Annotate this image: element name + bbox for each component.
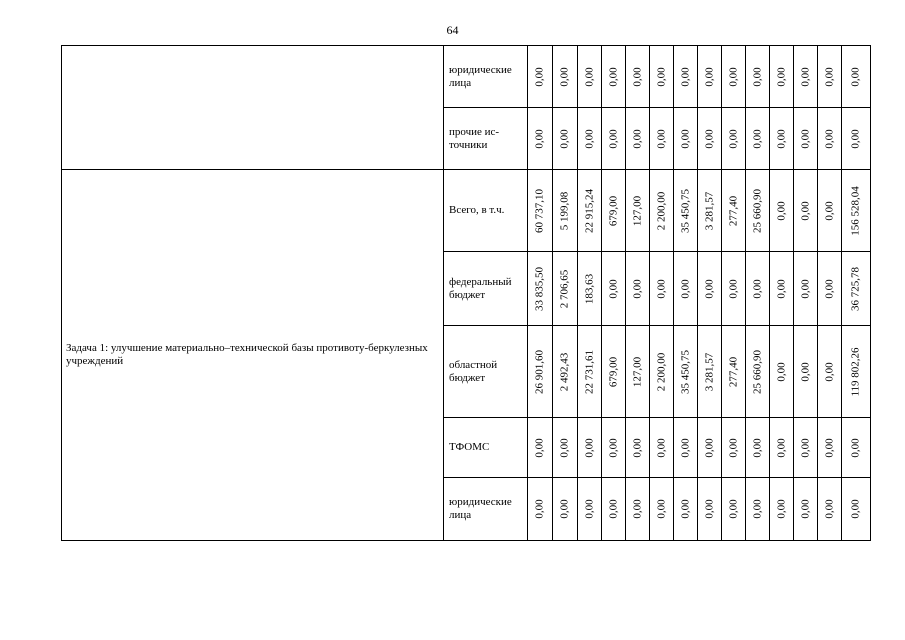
value-cell bbox=[770, 46, 794, 108]
value-text: 60 737,10 bbox=[533, 188, 546, 233]
value-text: 127,00 bbox=[631, 356, 643, 387]
value-text: 0,00 bbox=[751, 128, 763, 149]
value-text: 0,00 bbox=[679, 437, 691, 458]
value-cell bbox=[722, 252, 746, 326]
value-text: 0,00 bbox=[799, 200, 811, 221]
value-cell bbox=[578, 252, 602, 326]
value-cell bbox=[842, 170, 871, 252]
value-text: 0,00 bbox=[655, 499, 667, 519]
value-cell bbox=[674, 170, 698, 252]
value-cell bbox=[818, 252, 842, 326]
value-cell bbox=[746, 326, 770, 418]
value-text: 0,00 bbox=[607, 128, 619, 149]
value-cell bbox=[746, 252, 770, 326]
value-text: 127,00 bbox=[631, 195, 643, 226]
value-cell bbox=[553, 170, 578, 252]
value-text: 33 835,50 bbox=[533, 266, 546, 311]
value-cell bbox=[602, 418, 626, 478]
value-text: 0,00 bbox=[631, 437, 643, 458]
value-cell bbox=[818, 326, 842, 418]
value-text: 0,00 bbox=[655, 278, 667, 299]
page-number: 64 bbox=[446, 23, 459, 37]
value-text: 0,00 bbox=[849, 499, 862, 519]
value-cell bbox=[842, 326, 871, 418]
value-text: 156 528,04 bbox=[849, 185, 862, 236]
value-text: 0,00 bbox=[533, 128, 546, 149]
value-cell bbox=[674, 108, 698, 170]
value-cell bbox=[794, 108, 818, 170]
value-text: 0,00 bbox=[799, 361, 811, 382]
value-text: 0,00 bbox=[775, 66, 787, 87]
funding-source: ТФОМС bbox=[444, 418, 528, 478]
value-text: 0,00 bbox=[533, 66, 546, 87]
value-cell bbox=[626, 46, 650, 108]
table-row bbox=[62, 46, 871, 108]
value-text: 0,00 bbox=[583, 66, 595, 87]
value-text: 0,00 bbox=[727, 66, 739, 87]
value-cell bbox=[650, 252, 674, 326]
value-text: 26 901,60 bbox=[533, 349, 546, 394]
value-text: 0,00 bbox=[751, 499, 763, 519]
value-cell bbox=[626, 478, 650, 541]
task-label: Задача 1: улучшение материально–технической базы противоту-беркулезных учреждений bbox=[62, 170, 444, 541]
value-text: 0,00 bbox=[849, 128, 862, 149]
value-text: 2 492,43 bbox=[558, 352, 571, 391]
value-text: 0,00 bbox=[558, 66, 571, 87]
value-text: 0,00 bbox=[849, 437, 862, 458]
value-text: 0,00 bbox=[751, 437, 763, 458]
value-text: 35 450,75 bbox=[679, 188, 691, 233]
funding-source: юридические лица bbox=[444, 46, 528, 108]
value-text: 0,00 bbox=[703, 66, 715, 87]
value-text: 0,00 bbox=[607, 278, 619, 299]
value-cell bbox=[794, 170, 818, 252]
value-text: 0,00 bbox=[823, 200, 835, 221]
value-cell bbox=[528, 418, 553, 478]
value-cell bbox=[818, 108, 842, 170]
value-cell bbox=[578, 46, 602, 108]
value-text: 0,00 bbox=[679, 128, 691, 149]
value-cell bbox=[818, 170, 842, 252]
value-cell bbox=[650, 326, 674, 418]
value-text: 0,00 bbox=[823, 361, 835, 382]
value-cell bbox=[746, 418, 770, 478]
value-text: 0,00 bbox=[703, 278, 715, 299]
value-text: 0,00 bbox=[799, 499, 811, 519]
value-cell bbox=[794, 478, 818, 541]
value-cell bbox=[578, 478, 602, 541]
value-text: 0,00 bbox=[679, 66, 691, 87]
value-cell bbox=[553, 418, 578, 478]
value-text: 0,00 bbox=[775, 361, 787, 382]
funding-source: федеральный бюджет bbox=[444, 252, 528, 326]
value-cell bbox=[553, 46, 578, 108]
value-cell bbox=[674, 326, 698, 418]
value-cell bbox=[626, 170, 650, 252]
value-cell bbox=[578, 326, 602, 418]
value-text: 35 450,75 bbox=[679, 349, 691, 394]
value-text: 0,00 bbox=[533, 499, 546, 519]
value-cell bbox=[578, 108, 602, 170]
funding-source: Всего, в т.ч. bbox=[444, 170, 528, 252]
value-text: 0,00 bbox=[727, 437, 739, 458]
value-text: 0,00 bbox=[607, 437, 619, 458]
value-cell bbox=[770, 170, 794, 252]
value-cell bbox=[528, 252, 553, 326]
value-cell bbox=[722, 46, 746, 108]
value-cell bbox=[528, 46, 553, 108]
value-cell bbox=[722, 170, 746, 252]
value-text: 0,00 bbox=[775, 499, 787, 519]
value-text: 0,00 bbox=[607, 66, 619, 87]
value-cell bbox=[674, 252, 698, 326]
value-text: 22 731,61 bbox=[583, 349, 595, 394]
value-text: 3 281,57 bbox=[703, 191, 715, 230]
value-cell bbox=[722, 478, 746, 541]
value-text: 25 660,90 bbox=[751, 349, 763, 394]
value-cell bbox=[528, 326, 553, 418]
funding-source: юридические лица bbox=[444, 478, 528, 541]
value-cell bbox=[770, 326, 794, 418]
value-text: 22 915,24 bbox=[583, 188, 595, 233]
budget-table bbox=[61, 45, 871, 541]
value-cell bbox=[650, 108, 674, 170]
value-text: 0,00 bbox=[823, 278, 835, 299]
value-text: 0,00 bbox=[823, 66, 835, 87]
value-cell bbox=[650, 418, 674, 478]
value-cell bbox=[794, 252, 818, 326]
value-cell bbox=[602, 108, 626, 170]
value-cell bbox=[746, 170, 770, 252]
value-cell bbox=[553, 252, 578, 326]
value-cell bbox=[626, 108, 650, 170]
value-text: 0,00 bbox=[533, 437, 546, 458]
value-text: 0,00 bbox=[703, 499, 715, 519]
funding-source: прочие ис-точники bbox=[444, 108, 528, 170]
value-cell bbox=[698, 170, 722, 252]
value-cell bbox=[553, 326, 578, 418]
value-text: 277,40 bbox=[727, 356, 739, 387]
value-cell bbox=[698, 252, 722, 326]
value-cell bbox=[602, 326, 626, 418]
value-cell bbox=[553, 108, 578, 170]
value-cell bbox=[722, 326, 746, 418]
value-text: 0,00 bbox=[799, 66, 811, 87]
value-text: 0,00 bbox=[655, 66, 667, 87]
value-cell bbox=[818, 418, 842, 478]
value-cell bbox=[722, 108, 746, 170]
value-cell bbox=[698, 108, 722, 170]
value-cell bbox=[674, 418, 698, 478]
value-text: 0,00 bbox=[849, 66, 862, 87]
value-text: 0,00 bbox=[775, 437, 787, 458]
value-text: 679,00 bbox=[607, 195, 619, 226]
value-cell bbox=[674, 478, 698, 541]
value-text: 0,00 bbox=[775, 200, 787, 221]
value-cell bbox=[770, 418, 794, 478]
value-cell bbox=[650, 478, 674, 541]
value-cell bbox=[528, 170, 553, 252]
value-cell bbox=[698, 46, 722, 108]
value-text: 0,00 bbox=[727, 278, 739, 299]
value-text: 2 200,00 bbox=[655, 191, 667, 230]
value-text: 2 200,00 bbox=[655, 352, 667, 391]
value-text: 0,00 bbox=[679, 499, 691, 519]
value-cell bbox=[746, 46, 770, 108]
value-text: 0,00 bbox=[631, 278, 643, 299]
value-text: 36 725,78 bbox=[849, 266, 862, 311]
value-text: 277,40 bbox=[727, 195, 739, 226]
value-cell bbox=[602, 46, 626, 108]
value-text: 679,00 bbox=[607, 356, 619, 387]
value-text: 0,00 bbox=[703, 437, 715, 458]
value-text: 0,00 bbox=[655, 437, 667, 458]
value-text: 0,00 bbox=[751, 278, 763, 299]
value-cell bbox=[650, 170, 674, 252]
value-text: 0,00 bbox=[775, 128, 787, 149]
value-text: 0,00 bbox=[558, 128, 571, 149]
value-cell bbox=[553, 478, 578, 541]
value-text: 0,00 bbox=[703, 128, 715, 149]
value-cell bbox=[602, 170, 626, 252]
value-text: 0,00 bbox=[799, 128, 811, 149]
value-text: 0,00 bbox=[631, 128, 643, 149]
value-text: 0,00 bbox=[631, 66, 643, 87]
value-cell bbox=[626, 326, 650, 418]
value-cell bbox=[578, 418, 602, 478]
value-cell bbox=[818, 478, 842, 541]
value-cell bbox=[602, 252, 626, 326]
value-text: 0,00 bbox=[727, 128, 739, 149]
value-cell bbox=[698, 478, 722, 541]
value-text: 0,00 bbox=[583, 128, 595, 149]
value-text: 0,00 bbox=[775, 278, 787, 299]
value-text: 25 660,90 bbox=[751, 188, 763, 233]
value-text: 0,00 bbox=[583, 437, 595, 458]
value-cell bbox=[746, 108, 770, 170]
value-cell bbox=[794, 326, 818, 418]
table-row bbox=[62, 170, 871, 252]
value-text: 0,00 bbox=[823, 499, 835, 519]
value-text: 3 281,57 bbox=[703, 352, 715, 391]
value-text: 0,00 bbox=[799, 278, 811, 299]
value-cell bbox=[602, 478, 626, 541]
value-cell bbox=[794, 46, 818, 108]
value-cell bbox=[698, 326, 722, 418]
value-cell bbox=[818, 46, 842, 108]
value-text: 0,00 bbox=[583, 499, 595, 519]
value-text: 0,00 bbox=[823, 437, 835, 458]
funding-source: областной бюджет bbox=[444, 326, 528, 418]
value-text: 0,00 bbox=[799, 437, 811, 458]
value-cell bbox=[794, 418, 818, 478]
value-text: 0,00 bbox=[655, 128, 667, 149]
value-cell bbox=[528, 478, 553, 541]
value-cell bbox=[698, 418, 722, 478]
value-cell bbox=[722, 418, 746, 478]
value-text: 0,00 bbox=[751, 66, 763, 87]
value-cell bbox=[842, 418, 871, 478]
value-text: 183,63 bbox=[583, 273, 595, 304]
value-cell bbox=[842, 46, 871, 108]
value-text: 2 706,65 bbox=[558, 269, 571, 308]
value-text: 0,00 bbox=[558, 437, 571, 458]
value-text: 0,00 bbox=[679, 278, 691, 299]
value-cell bbox=[746, 478, 770, 541]
previous-task-cell bbox=[62, 46, 444, 170]
value-cell bbox=[770, 252, 794, 326]
value-text: 0,00 bbox=[727, 499, 739, 519]
value-cell bbox=[842, 252, 871, 326]
value-cell bbox=[842, 478, 871, 541]
value-cell bbox=[626, 252, 650, 326]
value-cell bbox=[650, 46, 674, 108]
value-cell bbox=[674, 46, 698, 108]
value-text: 0,00 bbox=[823, 128, 835, 149]
value-text: 0,00 bbox=[631, 499, 643, 519]
value-cell bbox=[770, 478, 794, 541]
value-text: 0,00 bbox=[558, 499, 571, 519]
value-cell bbox=[626, 418, 650, 478]
value-cell bbox=[528, 108, 553, 170]
value-cell bbox=[770, 108, 794, 170]
value-text: 0,00 bbox=[607, 499, 619, 519]
value-cell bbox=[842, 108, 871, 170]
value-text: 5 199,08 bbox=[558, 191, 571, 230]
value-cell bbox=[578, 170, 602, 252]
value-text: 119 802,26 bbox=[849, 346, 862, 397]
